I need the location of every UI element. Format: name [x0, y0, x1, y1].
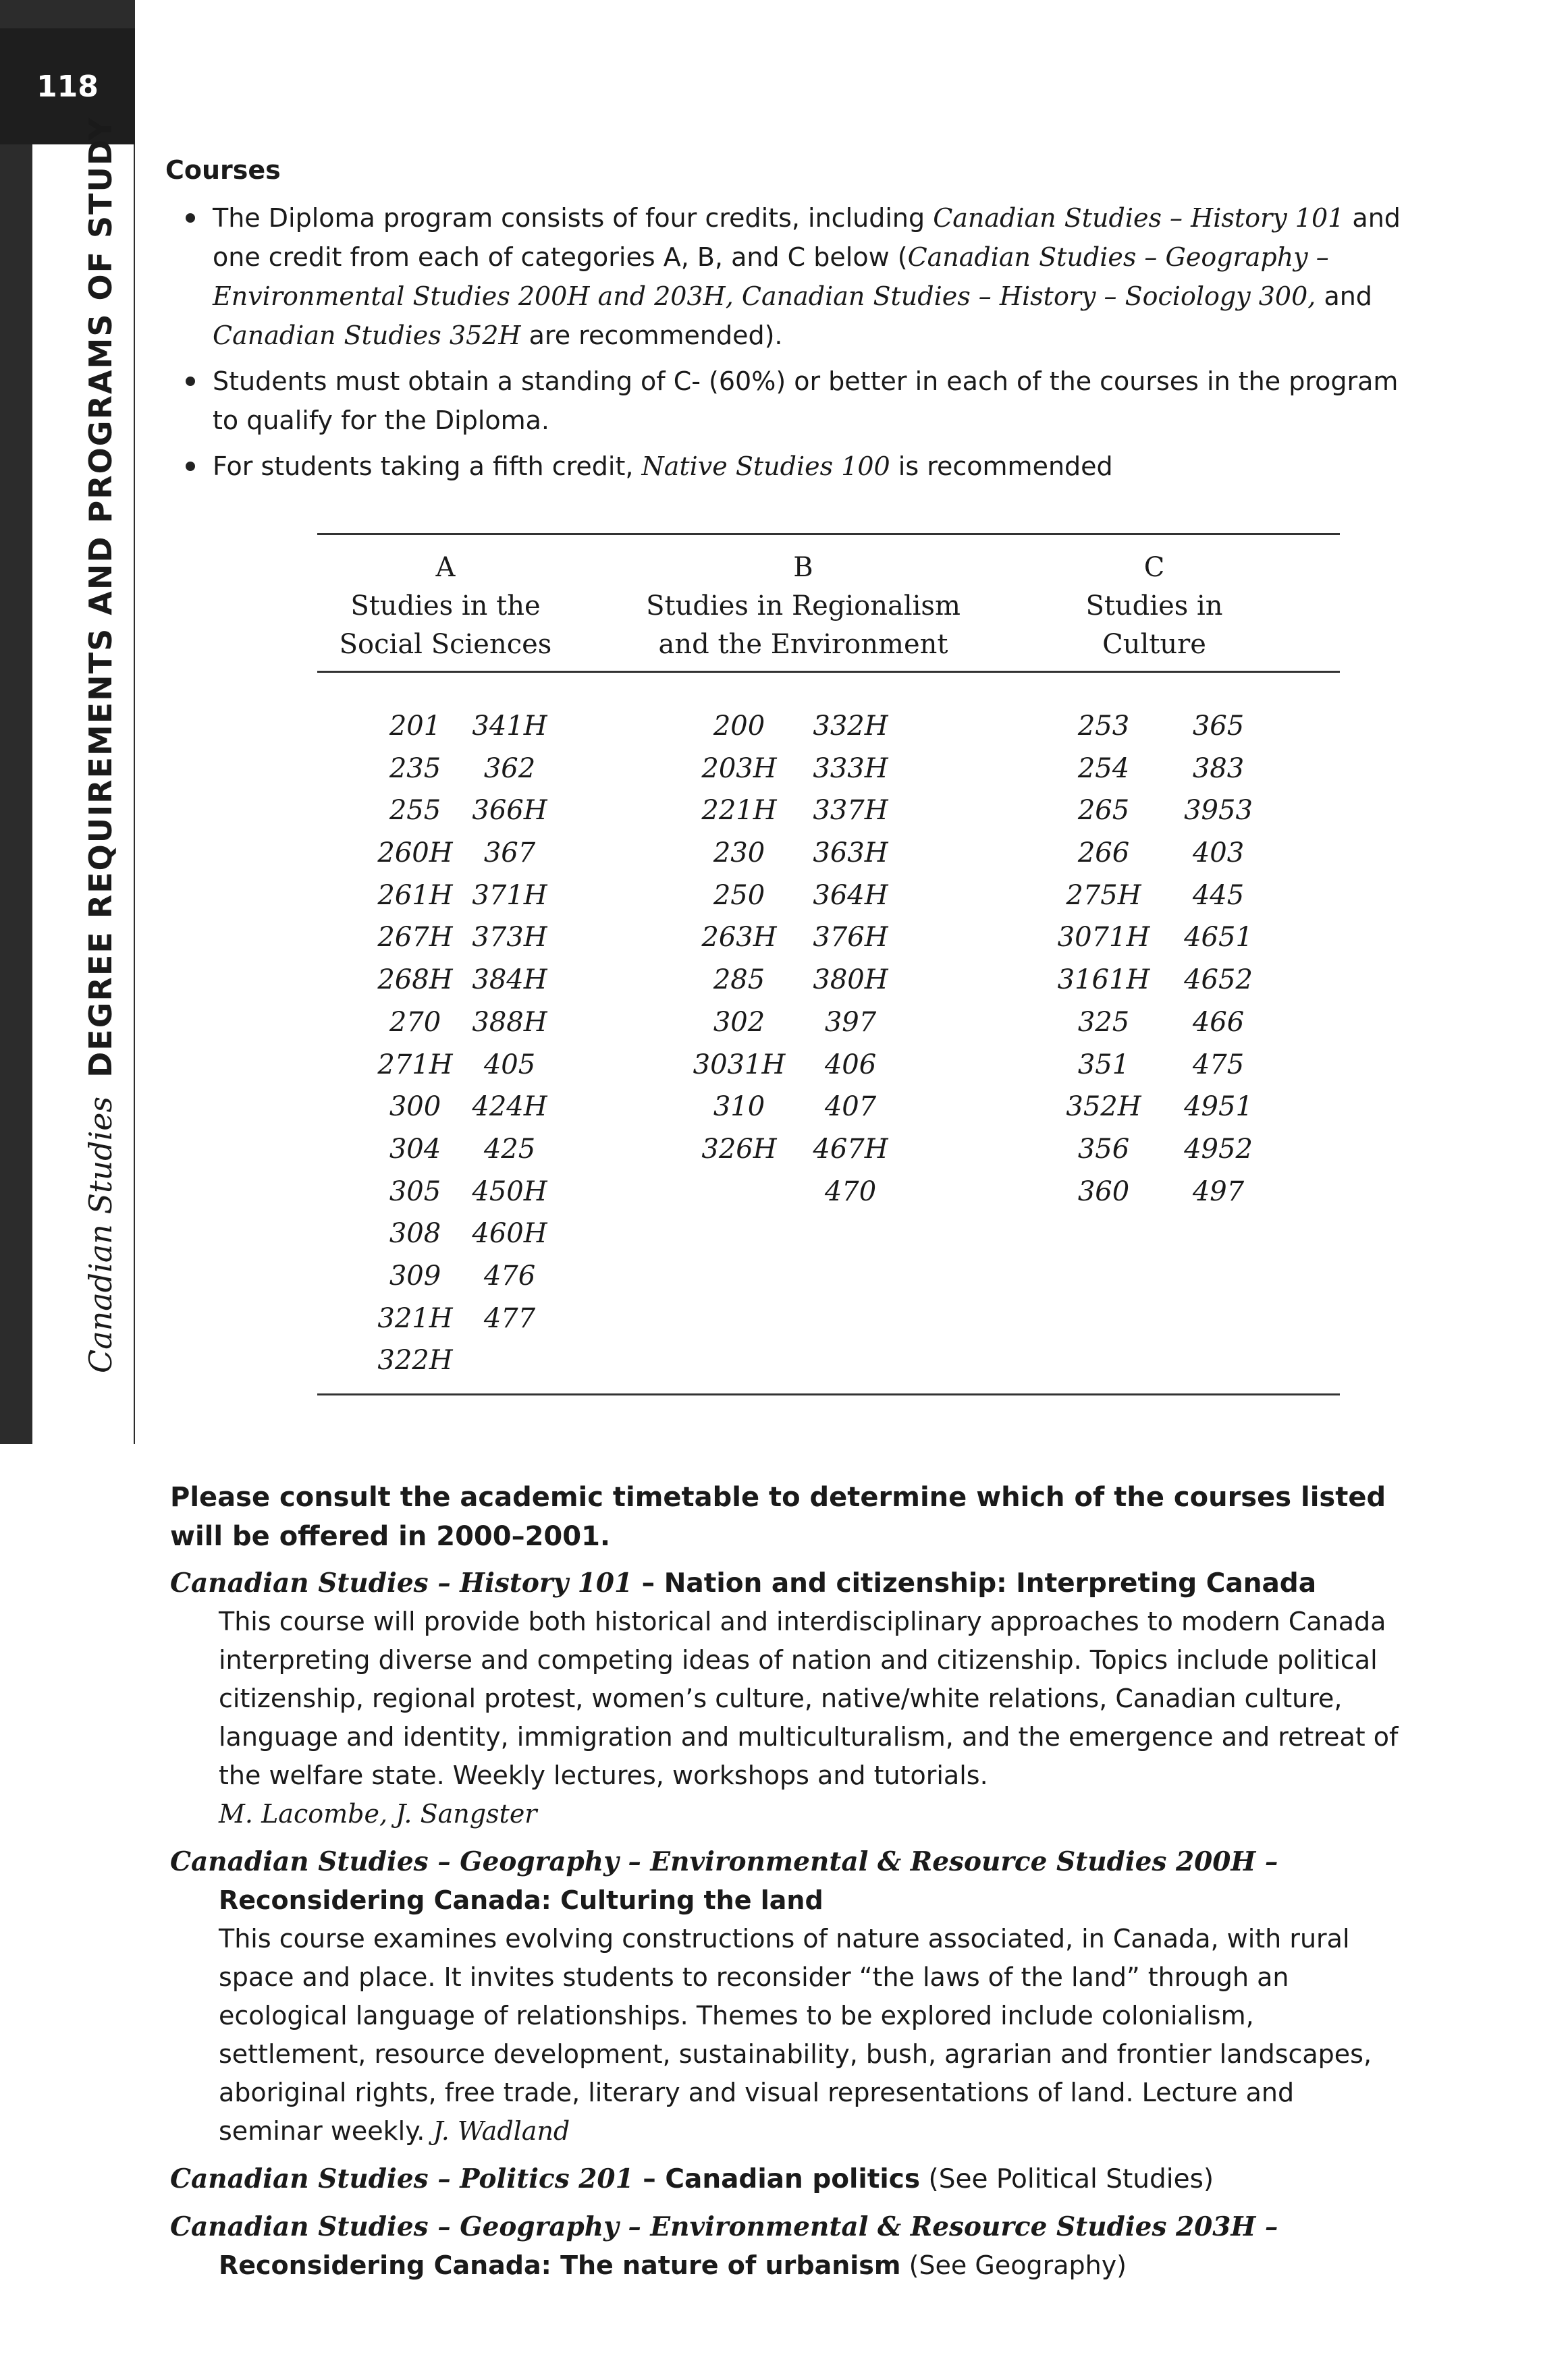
course-code: 321H — [377, 1302, 453, 1334]
entry-separator: – — [633, 2164, 666, 2194]
bullet-text: For students taking a fifth credit, — [213, 451, 642, 481]
side-title-caps: DEGREE REQUIREMENTS AND PROGRAMS OF STUDY — [82, 116, 119, 1078]
course-code: 497 — [1192, 1175, 1245, 1207]
category-letter: B — [793, 552, 813, 583]
entry-name — [170, 2246, 1405, 2285]
requirements-list — [165, 198, 1401, 486]
course-code: 3071H — [1057, 922, 1150, 953]
course-code: 250 — [713, 879, 765, 911]
course-code: 425 — [483, 1133, 536, 1165]
course-code: 270 — [389, 1006, 441, 1038]
course-code: 304 — [389, 1133, 441, 1165]
table-header — [317, 535, 1340, 664]
course-code: 302 — [713, 1006, 765, 1038]
course-code: 333H — [813, 752, 888, 784]
list-item — [213, 362, 1401, 440]
entry-instructors: J. Wadland — [433, 2116, 570, 2146]
course-code: 200 — [713, 711, 765, 742]
course-code: 310 — [713, 1091, 765, 1123]
side-title — [82, 117, 119, 1373]
side-title-italic: Canadian Studies — [82, 1096, 119, 1373]
course-code: 341H — [472, 711, 547, 742]
course-code: 255 — [389, 795, 441, 827]
course-column-b1 — [685, 705, 793, 1171]
entry-title — [170, 1843, 1405, 1881]
category-title: Studies in the — [350, 590, 541, 621]
course-code: 230 — [713, 837, 765, 869]
course-code: 254 — [1077, 752, 1130, 784]
course-code: 352H — [1066, 1091, 1141, 1123]
course-ref: Canadian Studies – Geography – Environmental Studies 200H and 203H, Canadian Studies – History – Sociology 300, — [213, 242, 1329, 311]
list-item — [213, 198, 1401, 355]
course-code: 308 — [389, 1218, 441, 1250]
course-code: 267H — [377, 922, 453, 953]
course-code: 263H — [701, 922, 777, 953]
course-code: 467H — [813, 1133, 888, 1165]
course-column-a2 — [456, 705, 564, 1339]
course-code: 477 — [483, 1302, 536, 1334]
course-code: 309 — [389, 1260, 441, 1292]
course-ref: Canadian Studies 352H — [213, 321, 521, 350]
course-code: 3031H — [693, 1049, 786, 1080]
entry-note: (See Political Studies) — [920, 2164, 1214, 2194]
course-code: 476 — [483, 1260, 536, 1292]
course-code: 300 — [389, 1091, 441, 1123]
course-code: 325 — [1077, 1006, 1130, 1038]
course-code: 363H — [813, 837, 888, 869]
category-title: Studies in — [1085, 590, 1223, 621]
category-letter: C — [1143, 552, 1165, 583]
course-code: 366H — [472, 795, 547, 827]
entry-separator: – — [632, 1568, 664, 1599]
course-code: 450H — [472, 1175, 547, 1207]
entry-code: Canadian Studies – Geography – Environmental & Resource Studies 200H – — [170, 1846, 1278, 1877]
course-code: 261H — [377, 879, 453, 911]
course-code: 221H — [701, 795, 777, 827]
category-title: Social Sciences — [339, 629, 552, 660]
table-rule-bottom — [317, 1393, 1340, 1395]
course-code: 371H — [472, 879, 547, 911]
course-code: 235 — [389, 752, 441, 784]
entry-instructors: M. Lacombe, J. Sangster — [219, 1799, 537, 1829]
entry-code: Canadian Studies – Geography – Environmental & Resource Studies 203H – — [170, 2211, 1278, 2242]
course-code: 337H — [813, 795, 888, 827]
entry-name: Nation and citizenship: Interpreting Canada — [664, 1568, 1317, 1599]
course-code: 383 — [1192, 752, 1245, 784]
page-number: 118 — [0, 28, 135, 144]
course-code: 367 — [483, 837, 536, 869]
course-code: 3161H — [1057, 964, 1150, 996]
course-code: 403 — [1192, 837, 1245, 869]
category-c-head — [1012, 549, 1296, 664]
course-code: 268H — [377, 964, 453, 996]
course-code: 397 — [824, 1006, 877, 1038]
course-code: 4952 — [1184, 1133, 1253, 1165]
entry-note: (See Geography) — [900, 2250, 1127, 2280]
course-entry — [170, 1843, 1405, 2151]
entry-name: Reconsidering Canada: Culturing the land — [219, 1885, 823, 1915]
course-code: 407 — [824, 1091, 877, 1123]
list-item — [213, 447, 1401, 486]
course-column-b2 — [796, 705, 904, 1213]
entry-code: Canadian Studies – History 101 — [170, 1568, 633, 1599]
course-code: 466 — [1192, 1006, 1245, 1038]
entry-title — [170, 2208, 1405, 2246]
course-code: 376H — [813, 922, 888, 953]
courses-section — [165, 155, 1401, 493]
course-code: 470 — [824, 1175, 877, 1207]
entry-description: This course examines evolving constructions of nature associated, in Canada, with rural space and place. It invites students to reconsider “the laws of the land” through an ecological language of relationships. Themes to be explored include colonialism, settlement, resource development, sustainability, bush, agrarian and frontier landscapes, aboriginal rights, free trade, literary and visual representations of land. Lecture and seminar weekly. — [219, 1924, 1372, 2146]
course-code: 201 — [389, 711, 441, 742]
category-title: Culture — [1102, 629, 1206, 660]
course-code: 360 — [1077, 1175, 1130, 1207]
bullet-text: is recommended — [890, 451, 1113, 481]
course-code: 406 — [824, 1049, 877, 1080]
course-entry — [170, 2160, 1405, 2198]
course-code: 4652 — [1184, 964, 1253, 996]
course-code: 332H — [813, 711, 888, 742]
course-table — [317, 533, 1340, 1377]
entry-body — [170, 1920, 1405, 2151]
bullet-text: The Diploma program consists of four credits, including — [213, 203, 934, 233]
entry-title — [170, 2160, 1405, 2198]
course-code: 203H — [701, 752, 777, 784]
course-code: 4651 — [1184, 922, 1253, 953]
entry-code: Canadian Studies – Politics 201 — [170, 2163, 634, 2194]
bullet-text: and one credit from each of categories A, B, and C below ( — [213, 203, 1401, 272]
category-title: Studies in Regionalism — [646, 590, 961, 621]
consult-note: Please consult the academic timetable to determine which of the courses listed will be offered in 2000–2001. — [170, 1482, 1386, 1552]
course-code: 4951 — [1184, 1091, 1253, 1123]
category-b-head — [641, 549, 965, 664]
category-title: and the Environment — [658, 629, 948, 660]
course-code: 405 — [483, 1049, 536, 1080]
entry-name: Canadian politics — [665, 2164, 921, 2194]
course-ref: Canadian Studies – History 101 — [933, 203, 1345, 233]
courses-heading: Courses — [165, 155, 281, 185]
course-entry — [170, 2208, 1405, 2285]
course-code: 424H — [472, 1091, 547, 1123]
course-code: 445 — [1192, 879, 1245, 911]
course-code: 365 — [1192, 711, 1245, 742]
course-entry — [170, 1564, 1405, 1833]
course-column-a1 — [361, 705, 469, 1382]
course-code: 265 — [1077, 795, 1130, 827]
course-code: 285 — [713, 964, 765, 996]
course-code: 275H — [1066, 879, 1141, 911]
bullet-text: and — [1316, 281, 1372, 311]
table-rule-mid — [317, 671, 1340, 673]
entry-body — [170, 1603, 1405, 1833]
course-code: 373H — [472, 922, 547, 953]
course-code: 326H — [701, 1133, 777, 1165]
course-code: 266 — [1077, 837, 1130, 869]
course-column-c2 — [1164, 705, 1272, 1213]
course-code: 253 — [1077, 711, 1130, 742]
course-code: 305 — [389, 1175, 441, 1207]
entry-name-text: Reconsidering Canada: The nature of urbanism — [219, 2250, 901, 2280]
course-code: 3953 — [1184, 795, 1253, 827]
category-a-head — [324, 549, 567, 664]
entry-description: This course will provide both historical and interdisciplinary approaches to modern Canada interpreting diverse and competing ideas of nation and citizenship. Topics include political citizenship, regional protest, women’s culture, native/white relations, Canadian culture, language and identity, immigration and multiculturalism, and the emergence and retreat of the welfare state. Weekly lectures, workshops and tutorials. — [219, 1607, 1399, 1790]
course-column-c1 — [1050, 705, 1158, 1213]
course-code: 388H — [472, 1006, 547, 1038]
course-code: 271H — [377, 1049, 453, 1080]
course-code: 460H — [472, 1218, 547, 1250]
entry-title — [170, 1564, 1405, 1603]
course-code: 475 — [1192, 1049, 1245, 1080]
course-code: 260H — [377, 837, 453, 869]
course-descriptions — [170, 1478, 1405, 2294]
bullet-text: are recommended). — [520, 321, 783, 350]
category-letter: A — [435, 552, 456, 583]
course-code: 322H — [377, 1345, 453, 1377]
course-code: 351 — [1077, 1049, 1130, 1080]
course-code: 362 — [483, 752, 536, 784]
course-code: 380H — [813, 964, 888, 996]
course-code: 356 — [1077, 1133, 1130, 1165]
course-code: 384H — [472, 964, 547, 996]
course-ref: Native Studies 100 — [641, 451, 890, 481]
course-code: 364H — [813, 879, 888, 911]
bullet-text: Students must obtain a standing of C- (60%) or better in each of the courses in the program to qualify for the Diploma. — [213, 366, 1399, 435]
